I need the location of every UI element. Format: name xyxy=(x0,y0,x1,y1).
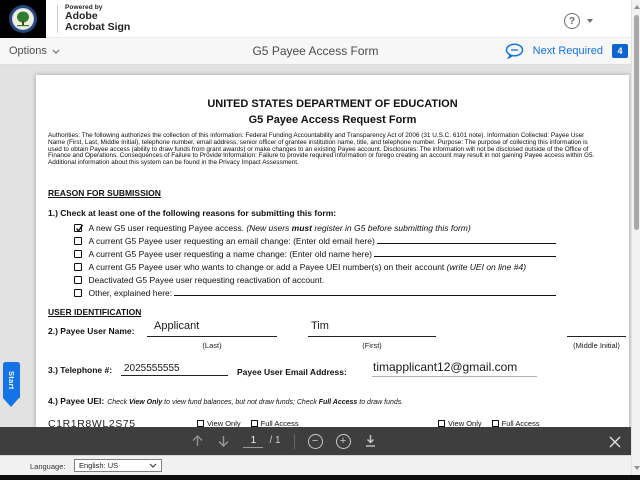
zoom-in-button[interactable]: + xyxy=(336,434,351,449)
section-reason-heading: REASON FOR SUBMISSION xyxy=(48,188,161,198)
write-in-line[interactable] xyxy=(377,236,556,244)
scroll-up-arrow-icon[interactable] xyxy=(634,5,640,9)
comment-icon[interactable] xyxy=(505,43,524,60)
option-text: Deactivated G5 Payee user requesting reactivation of account. xyxy=(88,275,325,285)
checkbox-view-only[interactable] xyxy=(197,420,204,427)
option-text: A current G5 Payee user who wants to change or add a Payee UEI number(s) on their account (write UEI on line #4) xyxy=(88,262,527,272)
last-sublabel: (Last) xyxy=(202,341,222,350)
email-rule xyxy=(372,376,537,377)
telephone-field[interactable]: 2025555555 xyxy=(124,363,180,374)
email-field[interactable]: timapplicant12@gmail.com xyxy=(373,360,518,374)
uei-access-group-2 xyxy=(438,419,540,427)
option-text: A current G5 Payee user requesting a name change: (Enter old name here) xyxy=(88,249,372,259)
department-of-education-seal xyxy=(0,0,46,38)
reason-option-row xyxy=(74,288,556,298)
options-button[interactable] xyxy=(9,38,60,64)
telephone-rule xyxy=(121,375,228,376)
middle-sublabel: (Middle Initial) xyxy=(573,341,620,350)
next-required-link[interactable]: Next Required xyxy=(532,45,603,57)
question-2-label: 2.) Payee User Name: xyxy=(48,326,135,336)
options-label: Options xyxy=(9,45,47,57)
q4-instruction: Check xyxy=(107,399,130,406)
help-menu[interactable] xyxy=(564,13,593,29)
powered-by-label: Powered by xyxy=(65,4,103,11)
option-text: Other, explained here: xyxy=(88,288,173,298)
chevron-down-icon xyxy=(149,463,157,468)
scroll-down-arrow-icon[interactable] xyxy=(634,466,640,470)
middle-initial-rule[interactable] xyxy=(567,336,626,337)
checkbox-full-access[interactable] xyxy=(251,420,258,427)
reason-option-row xyxy=(74,275,556,285)
start-tab-arrow xyxy=(3,398,19,407)
reason-option-row xyxy=(74,223,556,233)
question-1: 1.) Check at least one of the following reasons for submitting this form: xyxy=(48,208,337,218)
doc-title-line1: UNITED STATES DEPARTMENT OF EDUCATION xyxy=(207,98,458,110)
brand-adobe: Adobe xyxy=(65,10,98,22)
language-label: Language: xyxy=(30,462,66,471)
header xyxy=(0,0,631,38)
authorities-paragraph: Authorities: The following authorizes the collection of this information: Federal Funding Accountability and Transparency Act of 2006 (31 U.S.C. 6101 note). Information Collected: Payee User Name (First, Last, Middle Initial), telephone number, email address, senior officer of grantee institution name, title, and telephone number. Purpose: The purpose of collecting this information is used to obtain Payee access (ability to draw funds from grant awards) or make changes to an existing Payee account. Disclosures: The information will not be disclosed outside of the Office of Finance and Operations. Consequences of Failure to Provide Information: Failure to provide required information or forego creating an account may result in not gaining Payee access within G5. Additional information about this system can be found in the Privacy Impact Assessment. xyxy=(48,132,595,167)
zoom-out-button[interactable]: − xyxy=(308,434,323,449)
checkbox-view-only[interactable] xyxy=(438,420,445,427)
footer-bar xyxy=(0,455,640,475)
brand-acrobat-sign: Acrobat Sign xyxy=(65,20,131,33)
checkbox-new-user[interactable] xyxy=(74,224,82,232)
help-icon[interactable]: ? xyxy=(564,13,580,29)
checkbox-reactivation[interactable] xyxy=(74,276,82,284)
view-only-label: View Only xyxy=(448,419,482,427)
options-toolbar xyxy=(0,38,631,65)
checkbox-name-change[interactable] xyxy=(74,250,82,258)
toolbar-right-cluster xyxy=(505,38,628,64)
viewer-toolbar xyxy=(0,427,632,455)
full-access-label: Full Access xyxy=(260,419,299,427)
option-text: A new G5 user requesting Payee access. (New users must register in G5 before submitting this form) xyxy=(88,223,471,233)
write-in-line[interactable] xyxy=(374,249,556,257)
language-select[interactable] xyxy=(74,459,162,472)
question-3-label: 3.) Telephone #: xyxy=(48,365,113,375)
chevron-down-icon[interactable] xyxy=(587,19,593,23)
first-name-field[interactable]: Tim xyxy=(311,320,329,332)
full-access-label: Full Access xyxy=(501,419,540,427)
uei-value[interactable]: C1R1R8WL2S75 xyxy=(48,418,136,427)
first-name-rule xyxy=(308,336,436,337)
vertical-scrollbar[interactable] xyxy=(631,0,640,475)
brand-divider xyxy=(57,5,58,33)
reason-option-row xyxy=(74,262,556,272)
checkbox-full-access[interactable] xyxy=(492,420,499,427)
language-value: English: US xyxy=(79,461,119,470)
question-4-label: 4.) Payee UEI: xyxy=(48,396,105,406)
reason-option-row xyxy=(74,249,556,259)
form-title: G5 Payee Access Form xyxy=(252,44,379,58)
scrollbar-thumb[interactable] xyxy=(634,15,640,230)
checkbox-uei-change[interactable] xyxy=(74,263,82,271)
start-tab[interactable] xyxy=(3,362,20,407)
last-name-field[interactable]: Applicant xyxy=(154,320,200,332)
download-button[interactable] xyxy=(364,434,377,448)
email-label: Payee User Email Address: xyxy=(237,367,347,377)
next-required-count-badge[interactable]: 4 xyxy=(612,44,628,58)
option-text: A current G5 Payee user requesting an email change: (Enter old email here) xyxy=(88,236,375,246)
first-sublabel: (First) xyxy=(362,341,382,350)
previous-page-button[interactable] xyxy=(191,434,204,448)
view-only-label: View Only xyxy=(207,419,241,427)
section-user-id-heading: USER IDENTIFICATION xyxy=(48,307,142,317)
page-total-label: / 1 xyxy=(269,434,281,446)
bottom-strip xyxy=(0,475,640,480)
next-page-button[interactable] xyxy=(217,434,230,448)
pdf-page xyxy=(36,75,629,427)
write-in-line[interactable] xyxy=(174,288,556,296)
checkbox-email-change[interactable] xyxy=(74,237,82,245)
document-viewport xyxy=(0,65,631,455)
close-icon[interactable] xyxy=(609,435,621,453)
adobe-brand xyxy=(65,4,130,32)
doc-title-line2: G5 Payee Access Request Form xyxy=(248,114,417,126)
question-4-line: 4.) Payee UEI: Check View Only to view fund balances, but not draw funds; Check Full Access to draw funds. xyxy=(48,396,404,406)
toolbar-divider xyxy=(294,434,295,449)
checkbox-other[interactable] xyxy=(74,289,82,297)
last-name-rule xyxy=(147,336,277,337)
page-indicator xyxy=(243,435,280,448)
uei-access-group-1 xyxy=(197,419,299,427)
chevron-down-icon xyxy=(52,49,60,54)
page-number-input[interactable]: 1 xyxy=(243,435,263,448)
reason-option-row xyxy=(74,236,556,246)
start-tab-label: Start xyxy=(7,370,16,390)
